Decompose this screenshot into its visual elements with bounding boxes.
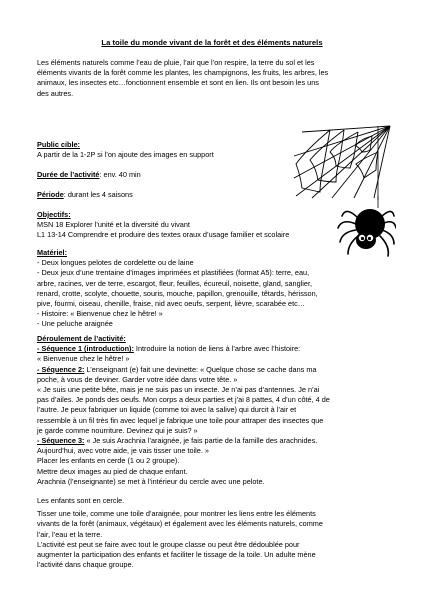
intro-line: des autres.	[37, 88, 74, 98]
materiel-line: renard, crotte, scolyte, chouette, souris, mouche, papillon, grenouille, têtards, hérisson,	[37, 288, 318, 298]
deroulement-heading: Déroulement de l’activité:	[37, 334, 126, 343]
duree-label: Durée de l’activité	[37, 170, 100, 179]
sequence-3-line: Mettre deux images au pied de chaque enfant.	[37, 466, 188, 476]
materiel-line: - Histoire: « Bienvenue chez le hêtre! »	[37, 309, 163, 319]
sequence-2-line: je garde comme nourriture. Devinez qui je suis? »	[37, 425, 198, 435]
closing-line: l’activité dans chaque groupe.	[37, 560, 134, 570]
sequence-1-quote: « Bienvenue chez le hêtre! »	[37, 354, 130, 364]
sequence-2-line: pas d’ailes. Je ponds des oeufs. Mon corps a deux parties et j’ai 8 pattes, 4 d’un côté, 4 de	[37, 395, 330, 405]
objectif-line: MSN 18 Explorer l’unité et la diversité du vivant	[37, 220, 190, 230]
sequence-2-label: - Séquence 2:	[37, 364, 85, 374]
materiel-line: pive, fourmi, oiseau, chenille, fraise, nid avec oeufs, serpent, lièvre, scarabée etc…	[37, 299, 306, 309]
public-text: A partir de la 1-2P si l’on ajoute des images en support	[37, 150, 214, 160]
closing-line: l’air, l’eau et la terre.	[37, 529, 103, 539]
deroulement-section	[37, 334, 389, 487]
intro-line: éléments vivants de la forêt comme les plantes, les champignons, les fruits, les arbres, les	[37, 68, 329, 78]
intro-paragraph	[37, 58, 389, 99]
intro-line: Les éléments naturels comme l’eau de pluie, l’air que l’on respire, la terre du sol et les	[37, 58, 315, 67]
sequence-3-line: Aujourd’hui, avec votre aide, je vais tisser une toile. »	[37, 446, 209, 456]
objectifs-heading: Objectifs:	[37, 210, 71, 219]
sequence-3-line: Placer les enfants en cerde (1 ou 2 groupe).	[37, 456, 180, 466]
sequence-2-line: « Je suis une petite bête, mais je ne suis pas un insecte. Je n’ai pas d’antennes. Je n’ai	[37, 385, 320, 395]
sequence-2-text: L’enseignant (e) fait une devinette: « Quelque chose se cache dans ma	[84, 364, 317, 374]
sequence-1-text: Introduire la notion de liens à l’arbre avec l’histoire:	[133, 344, 301, 354]
sequence-3-label: - Séquence 3:	[37, 436, 85, 446]
materiel-line: - Une peluche araignée	[37, 319, 113, 329]
document-title: La toile du monde vivant de la forêt et des éléments naturels	[101, 38, 323, 47]
sequence-1-label: - Séquence 1 (introduction):	[37, 344, 134, 354]
closing-line: vivants de la forêt (animaux, végétaux) et également avec les éléments naturels, comme	[37, 519, 323, 529]
spider-web-illustration	[292, 122, 392, 200]
sequence-2-line: l’autre. Je peux fabriquer un liquide (comme toi avec la salive) qui durcit à l’air et	[37, 405, 297, 415]
sequence-3-line: Arachnia (l’enseignante) se met à l’intérieur du cercle avec une pelote.	[37, 476, 265, 486]
sequence-2-line: ressemble à un fil très fin avec lequel je fabrique une toile pour attraper des insectes que	[37, 415, 324, 425]
materiel-line: arbre, racines, ver de terre, escargot, fleur, feuilles, écureuil, noisette, gland, sanglier,	[37, 278, 312, 288]
intro-line: animaux, les insectes etc…fonctionnent ensemble et sont en lien. Ils ont besoin les uns	[37, 78, 319, 88]
periode-value: : durant les 4 saisons	[63, 190, 133, 199]
closing-line: augmenter la participation des enfants et faciliter le tissage de la toile. Un adulte mène	[37, 550, 316, 560]
objectif-line: L1 13-14 Comprendre et produire des textes oraux d’usage familier et scolaire	[37, 230, 290, 240]
duree-value: : env. 40 min	[99, 170, 141, 179]
sequence-3-text: « Je suis Arachnia l’araignée, je fais partie de la famille des arachnides.	[84, 436, 318, 446]
closing-paragraph	[37, 496, 389, 570]
spider-illustration	[336, 196, 396, 262]
periode-label: Période	[37, 190, 64, 199]
materiel-heading: Matériel:	[37, 248, 68, 257]
materiel-line: - Deux longues pelotes de cordelette ou de laine	[37, 258, 194, 268]
closing-line: L’activité est peut se faire avec tout le groupe classe ou peut être dédoublée pour	[37, 539, 300, 549]
closing-line: Les enfants sont en cercle.	[37, 496, 125, 505]
objectifs-section	[37, 210, 342, 241]
materiel-line: - Deux jeux d’une trentaine d’images imprimées et plastifiées (format A5): terre, eau,	[37, 268, 310, 278]
sequence-2-line: poche, à vous de deviner. Garder votre idée dans votre tête. »	[37, 374, 238, 384]
public-heading: Public cible:	[37, 140, 80, 149]
closing-line: Tisser une toile, comme une toile d’araignée, pour montrer les liens entre les éléments	[37, 509, 316, 519]
